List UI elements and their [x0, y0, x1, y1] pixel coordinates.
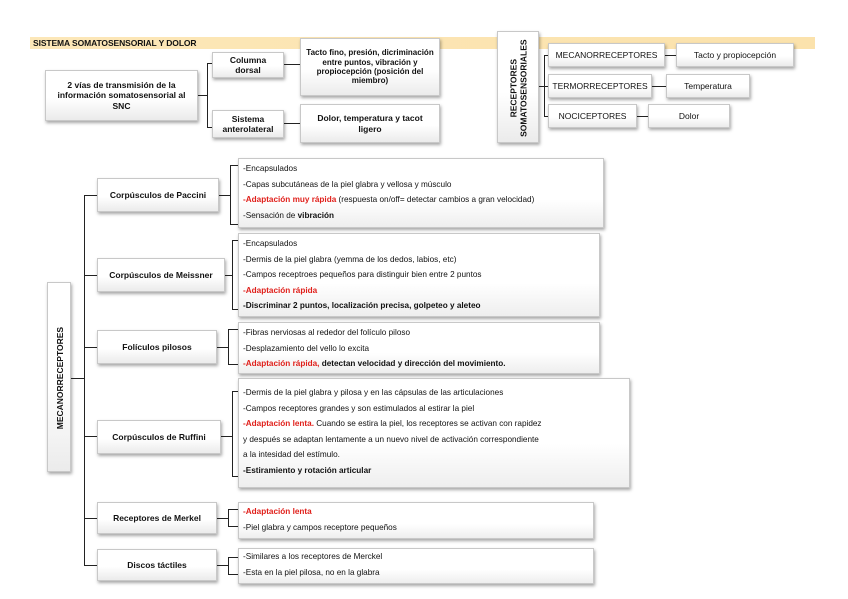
- detail-line: -Esta en la piel pilosa, no en la glabra: [243, 567, 380, 577]
- detail-line: [243, 356, 595, 372]
- connector: [84, 275, 98, 276]
- detail-line: -Capas subcutáneas de la piel glabra y vellosa y músculo: [243, 179, 452, 189]
- meissner-details: [238, 233, 600, 317]
- detail-red: -Adaptación lenta: [243, 507, 312, 516]
- detail-text: Cuando se estira la piel, los receptores se activan con rapidez: [313, 419, 542, 428]
- detail-line: -Desplazamiento del vello lo excita: [243, 343, 370, 353]
- columna-dorsal-desc: Tacto fino, presión, dicriminación entre puntos, vibración y propiocepción (posición del miembro): [306, 48, 434, 86]
- connector: [84, 436, 98, 437]
- detail-line: -Encapsulados: [243, 239, 298, 248]
- connector: [284, 123, 301, 124]
- meissner-box: [97, 258, 225, 292]
- connector: [84, 347, 98, 348]
- tacto-box: [676, 43, 794, 67]
- detail-red: -Adaptación lenta.: [243, 419, 314, 428]
- discos-label: Discos táctiles: [127, 559, 187, 570]
- detail-bold: vibración: [297, 210, 335, 220]
- connector: [207, 63, 208, 128]
- mecanorreceptores-box: [548, 43, 665, 67]
- detail-line: [243, 416, 625, 432]
- bracket-line: [232, 391, 233, 477]
- termorreceptores-box: [548, 74, 652, 98]
- vias-root-box: [45, 70, 198, 121]
- anterolateral-label: Sistema anterolateral: [222, 113, 274, 134]
- ruffini-label: Corpúsculos de Ruffini: [112, 431, 206, 442]
- bracket-line: [228, 557, 229, 575]
- ruffini-details: [238, 378, 630, 488]
- mecano-root-box: [47, 282, 71, 472]
- columna-dorsal-desc-box: [300, 38, 440, 96]
- bracket-line: [228, 329, 229, 365]
- ruffini-box: [97, 420, 221, 454]
- receptores-root-line1: RECEPTORES: [508, 58, 519, 118]
- discos-details: [238, 548, 594, 584]
- detail-bold: -Discriminar 2 puntos, localización precisa, golpeteo y aleteo: [243, 301, 481, 310]
- detail-line: -Similares a los receptores de Merckel: [243, 552, 383, 561]
- detail-text: (respuesta on/off= detectar cambios a gran velocidad): [336, 195, 535, 204]
- detail-text: -Sensación de: [243, 210, 298, 220]
- connector: [284, 64, 301, 65]
- detail-red: -Adaptación rápida,: [243, 359, 320, 368]
- detail-line: -Campos receptroes pequeños para distinguir bien entre 2 puntos: [243, 270, 482, 279]
- paccini-details: [238, 158, 604, 228]
- merkel-label: Receptores de Merkel: [113, 512, 201, 523]
- detail-line: -Dermis de la piel glabra y pilosa y en las cápsulas de las articulaciones: [243, 388, 504, 397]
- receptores-root-box: [497, 31, 539, 143]
- foliculos-label: Folículos pilosos: [122, 341, 192, 352]
- detail-line: -Piel glabra y campos receptore pequeños: [243, 522, 397, 532]
- dolor-box: [648, 104, 730, 128]
- detail-line: a la intesidad del estímulo.: [243, 450, 340, 459]
- nociceptores-label: NOCICEPTORES: [558, 110, 627, 121]
- detail-line: [243, 192, 599, 208]
- bracket-line: [230, 224, 238, 225]
- detail-line: y después se adaptan lentamente a un nuevo nivel de activación correspondiente: [243, 434, 539, 444]
- detail-bold: -Estiramiento y rotación articular: [243, 465, 372, 475]
- anterolateral-desc-box: [300, 104, 440, 143]
- temperatura-label: Temperatura: [684, 80, 732, 91]
- foliculos-box: [97, 330, 217, 364]
- columna-dorsal-box: [212, 52, 284, 78]
- detail-bold: detectan velocidad y dirección del movimiento.: [319, 359, 506, 368]
- vias-root-label: 2 vías de transmisión de la información somatosensorial al SNC: [57, 80, 186, 111]
- temperatura-box: [666, 74, 750, 98]
- connector: [71, 378, 85, 379]
- detail-red: -Adaptación muy rápida: [243, 195, 337, 204]
- page-title: SISTEMA SOMATOSENSORIAL Y DOLOR: [33, 38, 197, 48]
- meissner-label: Corpúsculos de Meissner: [109, 269, 213, 280]
- foliculos-details: [238, 322, 600, 374]
- receptores-root-line2: SOMATOSENSORIALES: [519, 39, 530, 137]
- detail-line: -Campos receptores grandes y son estimulados al estirar la piel: [243, 403, 475, 413]
- mecanorreceptores-label: MECANORRECEPTORES: [555, 49, 658, 60]
- anterolateral-box: [212, 110, 284, 138]
- bracket-line: [232, 240, 233, 310]
- connector: [652, 86, 667, 87]
- paccini-box: [97, 178, 219, 212]
- detail-red: -Adaptación rápida: [243, 285, 318, 295]
- connector: [84, 565, 98, 566]
- dolor-label: Dolor: [678, 110, 700, 121]
- mecano-root-label: MECANORRECEPTORES: [54, 326, 65, 430]
- connector: [84, 195, 98, 196]
- columna-dorsal-label: Columna dorsal: [229, 54, 267, 75]
- detail-line: -Encapsulados: [243, 164, 298, 173]
- anterolateral-desc: Dolor, temperatura y tacot ligero: [317, 113, 423, 134]
- detail-line: -Dermis de la piel glabra (yemma de los dedos, labios, etc): [243, 254, 457, 264]
- merkel-box: [97, 502, 217, 534]
- connector: [84, 518, 98, 519]
- discos-box: [97, 549, 217, 581]
- trunk-line: [84, 195, 85, 566]
- detail-line: [243, 208, 599, 224]
- merkel-details: [238, 502, 594, 539]
- termorreceptores-label: TERMORRECEPTORES: [552, 80, 648, 91]
- bracket-line: [228, 509, 229, 527]
- nociceptores-box: [548, 104, 637, 128]
- bracket-line: [230, 165, 238, 166]
- bracket-line: [230, 165, 231, 225]
- detail-line: -Fibras nerviosas al rededor del folículo piloso: [243, 328, 411, 337]
- paccini-label: Corpúsculos de Paccini: [109, 189, 207, 200]
- tacto-label: Tacto y propiocepción: [693, 49, 777, 60]
